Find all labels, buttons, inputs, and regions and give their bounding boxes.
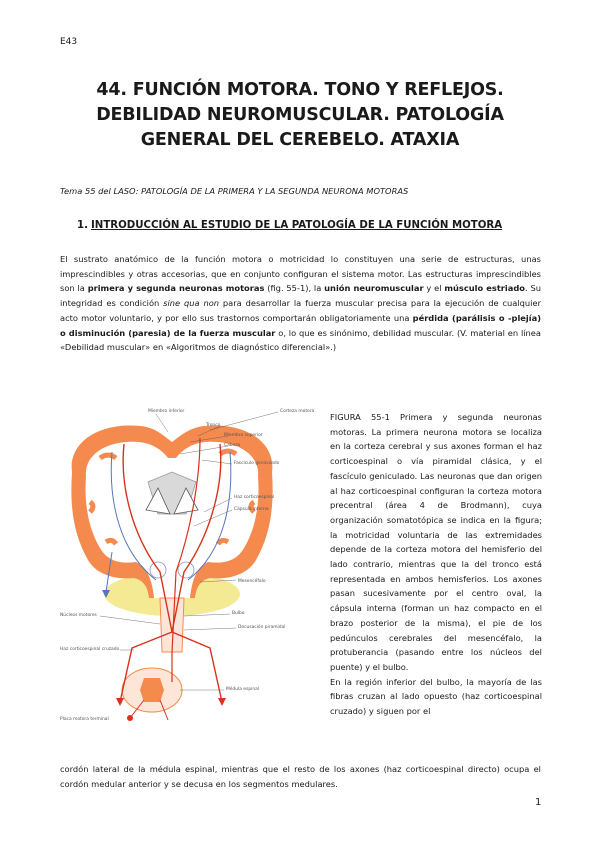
title-line-3: GENERAL DEL CEREBELO. ATAXIA [140,130,460,150]
label-miembro-inferior: Miembro inferior [148,409,185,414]
label-placa-motora: Placa motora terminal [60,717,109,722]
label-haz-cruzado: Haz corticoespinal cruzado [60,647,120,652]
page-title [40,78,560,153]
label-capsula-interna: Cápsula interna [234,507,269,512]
intro-bold: pérdida (parálisis o -plejía) o disminución (paresia) de la fuerza muscular [60,312,541,338]
label-medula: Médula espinal [226,687,260,692]
intro-bold: músculo estriado [444,283,525,294]
section-number: 1. [77,220,88,231]
label-cabeza: Cabeza [224,443,241,448]
label-nucleos-motores: Núcleos motores [60,613,97,618]
body-paragraph-continuation: cordón lateral de la médula espinal, mientras que el resto de los axones (haz corticoespinal directo) ocupa el cordón medular anterior y se decusa en los segmentos medulares. [60,764,541,789]
caption-text: FIGURA 55-1 Primera y segunda neuronas motoras. La primera neurona motora se localiza en la corteza cerebral y sus axones forman el haz corticoespinal o vía piramidal clásica, y el fascículo geniculado. Las neuronas que dan origen al haz corticoespinal configuran la corteza motora precentral (área 4 de Brodmann), cuya organización somatotópica se indica en la figura; la motricidad voluntaria de las extremidades depende de la corteza motora del hemisferio del lado contrario, mientras que la del tronco está representada en ambos hemisferios. Los axones pasan sucesivamente por el centro oval, la cápsula interna (forman un haz compacto en el brazo posterior de la misma), el pie de los pedúnculos cerebrales del mesencéfalo, la protuberancia (pasando entre los núcleos del puente) y el bulbo. [330,412,542,672]
intro-text: El sustrato anatómico de la función motora o motricidad lo constituyen una serie de estructuras, unas imprescindibles y otras accesorias, que en conjunto configuran el sistema motor. Las estructuras imprescindibles son la [60,254,541,294]
page-code: E43 [60,37,78,47]
section-heading [77,218,540,233]
caption-continuation: En la región inferior del bulbo, la mayoría de las fibras cruzan al lado opuesto (haz corticoespinal cruzado) y siguen por el [330,676,542,717]
topic-reference: Tema 55 del LASO: PATOLOGÍA DE LA PRIMERA Y LA SEGUNDA NEURONA MOTORAS [60,186,409,196]
label-haz-corticobulbar: Fascículo geniculado [234,461,280,466]
intro-text: y el [423,283,445,294]
intro-bold: unión neuromuscular [324,283,424,294]
label-haz-corticoespinal: Haz corticoespinal [234,495,275,500]
title-line-2: DEBILIDAD NEUROMUSCULAR. PATOLOGÍA [96,105,504,125]
label-tronco: Tronco [206,423,221,428]
figure-caption [330,410,542,719]
red-arrow-left [116,698,124,706]
page-number: 1 [535,797,542,808]
intro-text: para desarrollar la fuerza muscular precisa para la ejecución de cualquier acto motor voluntario, y por ello sus trastornos comportarán obligatoriamente una [60,298,542,323]
label-decusacion: Decusación piramidal [238,625,286,630]
intro-paragraph [60,252,541,355]
label-bulbo: Bulbo [232,611,245,616]
intro-bold: primera y segunda neuronas motoras [87,283,265,294]
intro-italic: sine qua non [163,298,220,309]
label-miembro-superior: Miembro superior [224,433,263,438]
motor-pathway-figure [60,402,322,726]
label-mesencefalo: Mesencéfalo [238,579,266,584]
grey-matter [140,678,164,702]
label-corteza-motora: Corteza motora [280,409,315,414]
red-arrow-right [218,698,226,706]
intro-text: (fig. 55-1), la [264,283,325,294]
section-title: INTRODUCCIÓN AL ESTUDIO DE LA PATOLOGÍA DE LA FUNCIÓN MOTORA [91,220,503,231]
intro-text: . Su integridad es condición [60,283,541,309]
title-line-1: 44. FUNCIÓN MOTORA. TONO Y REFLEJOS. [96,80,504,100]
motor-end-plate [127,715,133,721]
intro-text: o, lo que es sinónimo, debilidad muscular. (V. material en línea «Debilidad muscular» en «Algoritmos de diagnóstico diferencial».) [60,327,541,353]
